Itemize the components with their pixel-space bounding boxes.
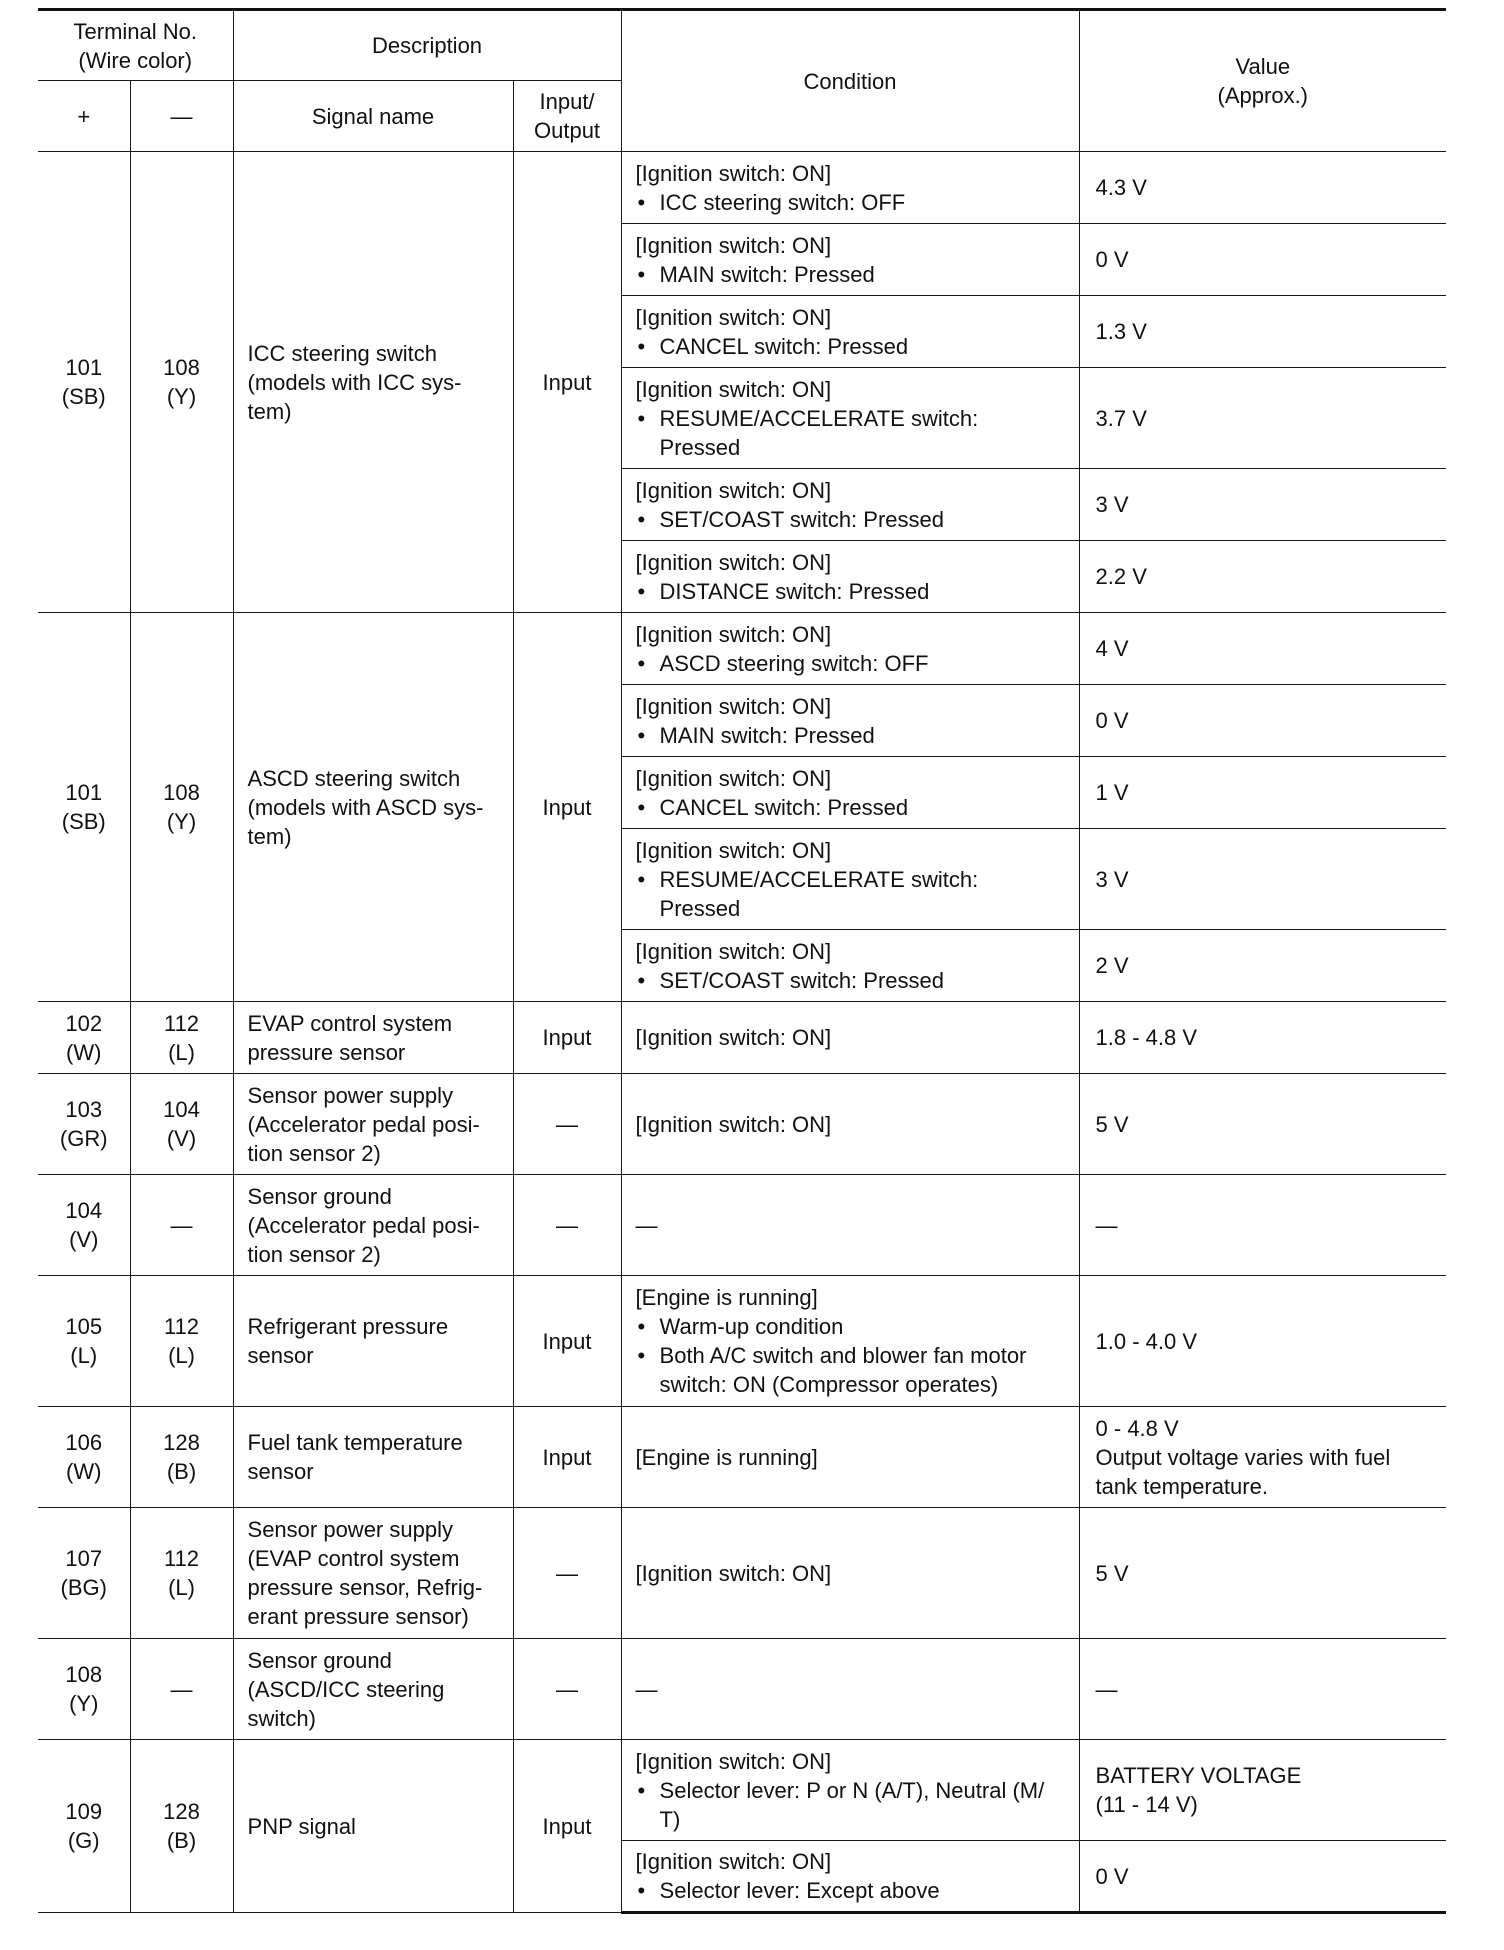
table-row [38, 152, 1446, 224]
io-cell: Input [513, 1002, 621, 1074]
value-cell [1079, 368, 1446, 469]
value-line: 5 V [1095, 1560, 1129, 1586]
condition-line: — [635, 1676, 658, 1702]
condition-cell [621, 1508, 1079, 1639]
terminal-plus-cell: 101 (SB) [38, 152, 130, 613]
value-cell [1079, 541, 1446, 613]
io-cell: — [513, 1639, 621, 1740]
io-cell: Input [513, 1407, 621, 1508]
condition-bullet: • SET/COAST switch: Pressed [636, 505, 1073, 534]
table-row [38, 613, 1446, 685]
signal-name-cell: ICC steering switch (models with ICC sys- tem) [233, 152, 513, 613]
terminal-plus-cell: 108 (Y) [38, 1639, 130, 1740]
condition-line: [Engine is running] [635, 1444, 818, 1470]
terminal-minus-cell: — [130, 1639, 233, 1740]
value-line: 0 V [1095, 1863, 1129, 1889]
terminal-minus-cell: 112 (L) [130, 1002, 233, 1074]
condition-bullet: • ICC steering switch: OFF [636, 188, 1073, 217]
condition-line: [Ignition switch: ON] [635, 160, 832, 186]
condition-cell [621, 152, 1079, 224]
value-cell [1079, 829, 1446, 930]
value-line: 2.2 V [1095, 564, 1147, 589]
value-cell [1079, 1508, 1446, 1639]
condition-cell [621, 930, 1079, 1002]
value-line: 1.3 V [1095, 319, 1147, 344]
value-cell [1079, 685, 1446, 757]
condition-cell [621, 1841, 1079, 1913]
table-row [38, 1175, 1446, 1276]
signal-name-cell: Sensor power supply (Accelerator pedal posi- tion sensor 2) [233, 1074, 513, 1175]
value-cell [1079, 1841, 1446, 1913]
header-condition: Condition [621, 10, 1079, 152]
condition-bullet: • ASCD steering switch: OFF [636, 649, 1073, 678]
condition-cell [621, 1639, 1079, 1740]
condition-line: [Ignition switch: ON] [635, 765, 832, 791]
value-line: 1.8 - 4.8 V [1095, 1025, 1198, 1050]
terminal-minus-cell: 108 (Y) [130, 613, 233, 1002]
value-line: — [1095, 1676, 1118, 1702]
condition-cell [621, 613, 1079, 685]
condition-line: [Ignition switch: ON] [635, 1560, 832, 1586]
condition-line: — [635, 1212, 658, 1238]
condition-bullet: • RESUME/ACCELERATE switch: Pressed [636, 865, 1073, 923]
value-line: BATTERY VOLTAGE (11 - 14 V) [1095, 1763, 1302, 1817]
table-body [38, 152, 1446, 1913]
condition-line: [Engine is running] [635, 1285, 818, 1310]
value-line: 5 V [1095, 1111, 1129, 1137]
terminal-plus-cell: 104 (V) [38, 1175, 130, 1276]
value-cell [1079, 1074, 1446, 1175]
condition-bullet: • MAIN switch: Pressed [636, 721, 1073, 750]
table-row [38, 1639, 1446, 1740]
table-row [38, 1740, 1446, 1841]
condition-bullet: • Both A/C switch and blower fan motor switch: ON (Compressor operates) [636, 1341, 1073, 1399]
value-cell [1079, 930, 1446, 1002]
value-line: 3 V [1095, 492, 1129, 517]
condition-line: [Ignition switch: ON] [635, 693, 832, 719]
io-cell: — [513, 1508, 621, 1639]
condition-cell [621, 829, 1079, 930]
terminal-table [38, 8, 1446, 1914]
condition-cell [621, 685, 1079, 757]
value-cell [1079, 296, 1446, 368]
condition-bullet: • DISTANCE switch: Pressed [636, 577, 1073, 606]
terminal-plus-cell: 109 (G) [38, 1740, 130, 1913]
signal-name-cell: Fuel tank temperature sensor [233, 1407, 513, 1508]
condition-bullet: • RESUME/ACCELERATE switch: Pressed [636, 404, 1073, 462]
header-value: Value (Approx.) [1079, 10, 1446, 152]
condition-cell [621, 1740, 1079, 1841]
io-cell: Input [513, 1740, 621, 1913]
value-cell [1079, 152, 1446, 224]
table-header [38, 10, 1446, 152]
value-cell [1079, 613, 1446, 685]
terminal-minus-cell: — [130, 1175, 233, 1276]
value-line: 0 - 4.8 V [1095, 1415, 1179, 1441]
terminal-table-document [38, 8, 1446, 1914]
condition-cell [621, 1002, 1079, 1074]
condition-line: [Ignition switch: ON] [635, 938, 832, 964]
value-cell [1079, 1276, 1446, 1407]
condition-line: [Ignition switch: ON] [635, 621, 832, 647]
condition-line: [Ignition switch: ON] [635, 549, 832, 575]
condition-cell [621, 368, 1079, 469]
value-line: 4.3 V [1095, 175, 1147, 200]
terminal-minus-cell: 104 (V) [130, 1074, 233, 1175]
condition-cell [621, 1175, 1079, 1276]
table-row [38, 1407, 1446, 1508]
header-description: Description [233, 10, 621, 81]
terminal-minus-cell: 112 (L) [130, 1276, 233, 1407]
value-line: — [1095, 1212, 1118, 1238]
terminal-plus-cell: 101 (SB) [38, 613, 130, 1002]
value-line: 1 V [1095, 780, 1129, 805]
condition-bullet: • MAIN switch: Pressed [636, 260, 1073, 289]
value-cell [1079, 1740, 1446, 1841]
value-line: Output voltage varies with fuel tank temperature. [1095, 1444, 1391, 1499]
value-line: 4 V [1095, 636, 1129, 661]
condition-line: [Ignition switch: ON] [635, 376, 832, 402]
value-line: 0 V [1095, 247, 1129, 272]
condition-line: [Ignition switch: ON] [635, 837, 832, 863]
value-line: 1.0 - 4.0 V [1095, 1328, 1198, 1354]
terminal-plus-cell: 102 (W) [38, 1002, 130, 1074]
condition-line: [Ignition switch: ON] [635, 304, 832, 330]
value-cell [1079, 224, 1446, 296]
io-cell: — [513, 1175, 621, 1276]
signal-name-cell: Sensor ground (Accelerator pedal posi- tion sensor 2) [233, 1175, 513, 1276]
terminal-plus-cell: 103 (GR) [38, 1074, 130, 1175]
signal-name-cell: EVAP control system pressure sensor [233, 1002, 513, 1074]
header-minus: — [130, 81, 233, 152]
io-cell: Input [513, 613, 621, 1002]
signal-name-cell: Sensor power supply (EVAP control system pressure sensor, Refrig- erant pressure sensor) [233, 1508, 513, 1639]
condition-cell [621, 224, 1079, 296]
condition-line: [Ignition switch: ON] [635, 1849, 832, 1874]
header-signal-name: Signal name [233, 81, 513, 152]
value-cell [1079, 469, 1446, 541]
condition-cell [621, 296, 1079, 368]
io-cell: Input [513, 1276, 621, 1407]
condition-line: [Ignition switch: ON] [635, 1748, 832, 1774]
condition-cell [621, 541, 1079, 613]
table-row [38, 1074, 1446, 1175]
io-cell: Input [513, 152, 621, 613]
terminal-plus-cell: 106 (W) [38, 1407, 130, 1508]
signal-name-cell: PNP signal [233, 1740, 513, 1913]
value-line: 0 V [1095, 708, 1129, 733]
signal-name-cell: Refrigerant pressure sensor [233, 1276, 513, 1407]
header-terminal: Terminal No. (Wire color) [38, 10, 233, 81]
condition-bullet: • SET/COAST switch: Pressed [636, 966, 1073, 995]
value-line: 3 V [1095, 866, 1129, 892]
condition-cell [621, 1276, 1079, 1407]
table-row [38, 1508, 1446, 1639]
condition-cell [621, 469, 1079, 541]
value-line: 3.7 V [1095, 405, 1147, 431]
condition-cell [621, 757, 1079, 829]
terminal-minus-cell: 112 (L) [130, 1508, 233, 1639]
condition-bullet: • Warm-up condition [636, 1312, 1073, 1341]
signal-name-cell: ASCD steering switch (models with ASCD sys- tem) [233, 613, 513, 1002]
value-line: 2 V [1095, 953, 1129, 978]
header-plus: + [38, 81, 130, 152]
terminal-minus-cell: 128 (B) [130, 1740, 233, 1913]
condition-cell [621, 1074, 1079, 1175]
header-io: Input/ Output [513, 81, 621, 152]
condition-bullet: • Selector lever: P or N (A/T), Neutral (M/ T) [636, 1776, 1073, 1834]
terminal-plus-cell: 105 (L) [38, 1276, 130, 1407]
table-row [38, 1276, 1446, 1407]
value-cell [1079, 1639, 1446, 1740]
value-cell [1079, 1175, 1446, 1276]
condition-bullet: • CANCEL switch: Pressed [636, 332, 1073, 361]
terminal-minus-cell: 108 (Y) [130, 152, 233, 613]
terminal-plus-cell: 107 (BG) [38, 1508, 130, 1639]
condition-line: [Ignition switch: ON] [635, 477, 832, 503]
terminal-minus-cell: 128 (B) [130, 1407, 233, 1508]
condition-line: [Ignition switch: ON] [635, 232, 832, 258]
condition-cell [621, 1407, 1079, 1508]
condition-bullet: • Selector lever: Except above [636, 1876, 1073, 1905]
table-row [38, 1002, 1446, 1074]
value-cell [1079, 1407, 1446, 1508]
io-cell: — [513, 1074, 621, 1175]
condition-line: [Ignition switch: ON] [635, 1111, 832, 1137]
value-cell [1079, 757, 1446, 829]
condition-bullet: • CANCEL switch: Pressed [636, 793, 1073, 822]
signal-name-cell: Sensor ground (ASCD/ICC steering switch) [233, 1639, 513, 1740]
condition-line: [Ignition switch: ON] [635, 1025, 832, 1050]
value-cell [1079, 1002, 1446, 1074]
